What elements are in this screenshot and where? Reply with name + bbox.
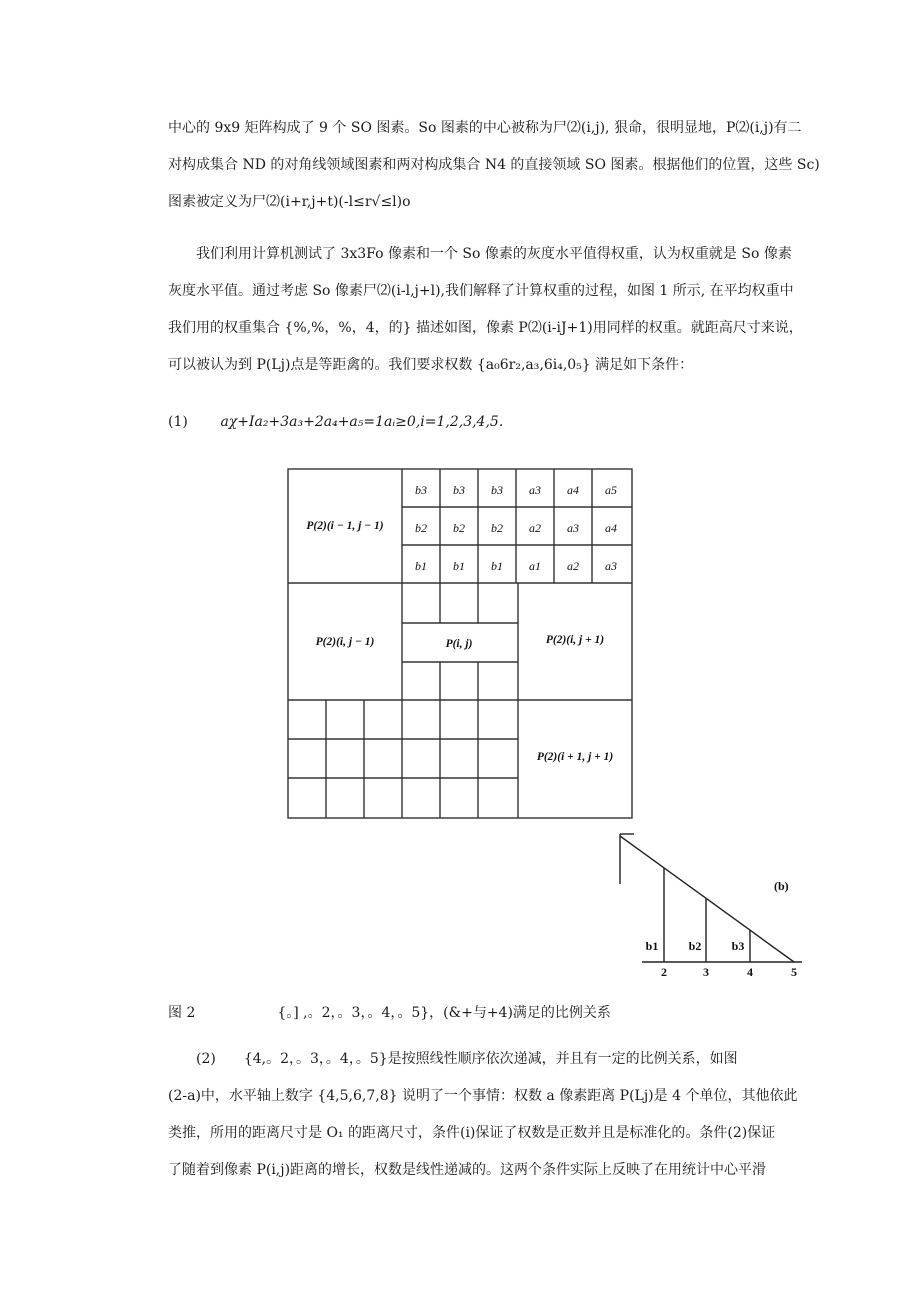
text-line: 图素被定义为尸⑵(i+r,j+t)(-l≤r√≤l)o	[168, 194, 411, 210]
grid-cell: a3	[567, 521, 579, 535]
figure-weight-grid	[285, 466, 635, 822]
paragraph-3	[168, 1041, 798, 1189]
grid-cell: b3	[491, 483, 503, 497]
axis-tick: 4	[747, 965, 753, 979]
figure-weight-triangle	[612, 832, 812, 980]
text-line: (2) {4,。2，。3，。4，。5}是按照线性顺序依次递减，并且有一定的比例关系，如图	[196, 1051, 738, 1067]
axis-tick: 5	[791, 965, 797, 979]
paragraph-2	[168, 236, 803, 384]
grid-cell: b3	[453, 483, 465, 497]
figure-caption	[168, 1002, 611, 1022]
block-label-top-left: P(2)(i − 1, j − 1)	[306, 520, 384, 532]
block-label-bottom-right: P(2)(i + 1, j + 1)	[536, 751, 614, 763]
text-line: (2-a)中，水平轴上数字 {4,5,6,7,8} 说明了一个事情：权数 a 像素距离 P(Lj)是 4 个单位，其他依此	[168, 1088, 798, 1104]
equation-number: (1)	[168, 414, 188, 430]
grid-cell: a3	[529, 483, 541, 497]
equation-1	[168, 414, 503, 430]
grid-cell: b2	[453, 521, 465, 535]
block-label-center: P(i, j)	[445, 638, 473, 650]
grid-cell: a3	[605, 559, 617, 573]
text-line: 灰度水平值。通过考虑 So 像素尸⑵(i-l,j+l),我们解释了计算权重的过程，如图 1 所示, 在平均权重中	[168, 283, 794, 299]
grid-cell: a2	[567, 559, 579, 573]
text-line: 中心的 9x9 矩阵构成了 9 个 SO 图素。So 图素的中心被称为尸⑵(i,j), 狠命，很明显地，P⑵(i,j)有二	[168, 120, 802, 136]
grid-cell: a2	[529, 521, 541, 535]
block-label-middle-right: P(2)(i, j + 1)	[545, 634, 605, 646]
grid-cell: b1	[491, 559, 503, 573]
bar-label: b2	[688, 939, 702, 953]
grid-cell: b3	[415, 483, 427, 497]
grid-cell: b2	[491, 521, 503, 535]
text-line: 我们用的权重集合 {%,%，%，4，的} 描述如图，像素 P⑵(i-iJ+1)用同样的权重。就距高尺寸来说，	[168, 320, 803, 336]
equation-text: aχ+Ia₂+3a₃+2a₄+a₅=1aᵢ≥0,i=1,2,3,4,5.	[220, 414, 504, 430]
text-line: 类推，所用的距离尺寸是 O₁ 的距离尺寸，条件(i)保证了权数是正数并且是标准化的。条件(2)保证	[168, 1125, 776, 1141]
grid-cell: a5	[605, 483, 617, 497]
axis-tick: 2	[661, 965, 667, 979]
grid-cell: b1	[453, 559, 465, 573]
grid-cell: b2	[415, 521, 427, 535]
caption-label: 图 2	[168, 1005, 196, 1021]
text-line: 对构成集合 ND 的对角线领域图素和两对构成集合 N4 的直接领域 SO 图素。根据他们的位置，这些 Sc)	[168, 157, 820, 173]
text-line: 可以被认为到 P(Lj)点是等距禽的。我们要求权数 {a₀6r₂,a₃,6i₄,0₅} 满足如下条件：	[168, 357, 694, 373]
bar-label: b3	[731, 939, 745, 953]
axis-tick: 3	[703, 965, 709, 979]
panel-label: (b)	[774, 879, 789, 893]
paragraph-1	[168, 110, 820, 221]
block-label-middle-left: P(2)(i, j − 1)	[315, 636, 375, 648]
grid-cell: a4	[605, 521, 617, 535]
grid-cell: a1	[529, 559, 541, 573]
caption-text: {。] ,。2，。3，。4，。5}，(&+与+4)满足的比例关系	[277, 1005, 611, 1021]
grid-cell: a4	[567, 483, 579, 497]
grid-cell: b1	[415, 559, 427, 573]
text-line: 了随着到像素 P(i,j)距离的增长，权数是线性递减的。这两个条件实际上反映了在用统计中心平滑	[168, 1162, 767, 1178]
bar-label: b1	[645, 939, 659, 953]
text-line: 我们利用计算机测试了 3x3Fo 像素和一个 So 像素的灰度水平值得权重，认为权重就是 So 像素	[196, 246, 792, 262]
